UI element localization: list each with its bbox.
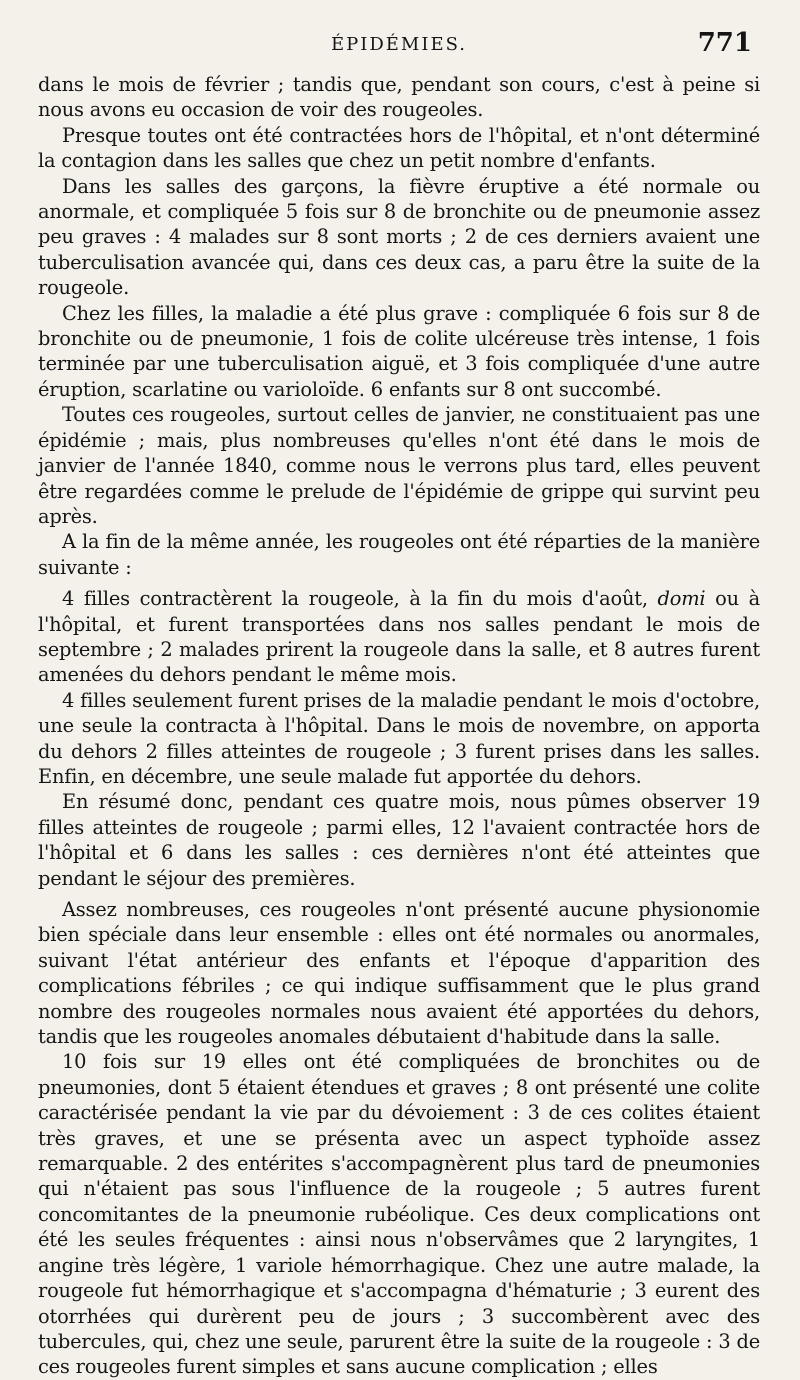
paragraph-6: A la fin de la même année, les rougeoles ont été réparties de la manière suivante : (38, 530, 760, 579)
body-text (38, 72, 760, 1380)
paragraph-7-end: ou à l'hôpital, et furent transportées dans nos salles pendant le mois de septembre ; 2 malades prirent la rougeole dans la salle, et 8 autres furent amenées du dehors pendant le même mois. (38, 587, 760, 687)
paragraph-4: Chez les filles, la maladie a été plus grave : compliquée 6 fois sur 8 de bronchite ou de pneumonie, 1 fois de colite ulcéreuse très intense, 1 fois terminée par une tuberculisation aiguë, et 3 fois compliquée d'une autre éruption, scarlatine ou varioloïde. 6 enfants sur 8 ont succombé. (38, 301, 760, 401)
paragraph-1: dans le mois de février ; tandis que, pendant son cours, c'est à peine si nous avons eu occasion de voir des rougeoles. (38, 73, 760, 122)
paragraph-7-italic: domi (657, 587, 706, 611)
paragraph-10: Assez nombreuses, ces rougeoles n'ont présenté aucune physionomie bien spéciale dans leur ensemble : elles ont été normales ou anormales, suivant l'état antérieur des enfants et l'époque d'apparition des complications fébriles ; ce qui indique suffisamment que le plus grand nombre des rougeoles normales nous avaient été apportées du dehors, tandis que les rougeoles anomales débutaient d'habitude dans la salle. (38, 898, 760, 1049)
paragraph-2: Presque toutes ont été contractées hors de l'hôpital, et n'ont déterminé la contagion dans les salles que chez un petit nombre d'enfants. (38, 123, 760, 173)
paragraph-8: 4 filles seulement furent prises de la maladie pendant le mois d'octobre, une seule la contracta à l'hôpital. Dans le mois de novembre, on apporta du dehors 2 filles atteintes de rougeole ; 3 furent prises dans les salles. Enfin, en décembre, une seule malade fut apportée du dehors. (38, 688, 760, 788)
paragraph-5: Toutes ces rougeoles, surtout celles de janvier, ne constituaient pas une épidémie ; mais, plus nombreuses qu'elles n'ont été dans le mois de janvier de l'année 1840, comme nous le verrons plus tard, elles peuvent être regardées comme le prelude de l'épidémie de grippe qui survint peu après. (38, 403, 760, 528)
paragraph-7 (38, 586, 760, 688)
running-header (38, 28, 760, 72)
page-number: 771 (697, 28, 752, 58)
paragraph-7-start: 4 filles contractèrent la rougeole, à la fin du mois d'août, (62, 587, 658, 611)
paragraph-3: Dans les salles des garçons, la fièvre éruptive a été normale ou anormale, et compliquée 5 fois sur 8 de bronchite ou de pneumonie assez peu graves : 4 malades sur 8 sont morts ; 2 de ces derniers avaient une tuberculisation avancée qui, dans ces deux cas, a paru être la suite de la rougeole. (38, 174, 760, 300)
paragraph-9: En résumé donc, pendant ces quatre mois, nous pûmes observer 19 filles atteintes de rougeole ; parmi elles, 12 l'avaient contractée hors de l'hôpital et 6 dans les salles : ces dernières n'ont été atteintes que pendant le séjour des premières. (38, 790, 760, 890)
paragraph-11: 10 fois sur 19 elles ont été compliquées de bronchites ou de pneumonies, dont 5 étaient étendues et graves ; 8 ont présenté une colite caractérisée pendant la vie par du dévoiement : 3 de ces colites étaient très graves, et une se présenta avec un aspect typhoïde assez remarquable. 2 des entérites s'accompagnèrent plus tard de pneumonies qui n'étaient pas sous l'influence de la rougeole ; 5 autres furent concomitantes de la pneumonie rubéolique. Ces deux complications ont été les seules fréquentes : ainsi nous n'observâmes que 2 laryngites, 1 angine très légère, 1 variole hémorrhagique. Chez une autre malade, la rougeole fut hémorrhagique et s'accompagna d'hématurie ; 3 eurent des otorrhées qui durèrent peu de jours ; 3 succombèrent avec des tubercules, qui, chez une seule, parurent être la suite de la rougeole : 3 de ces rougeoles furent simples et sans aucune complication ; elles (38, 1050, 760, 1379)
running-title: ÉPIDÉMIES. (330, 34, 468, 55)
